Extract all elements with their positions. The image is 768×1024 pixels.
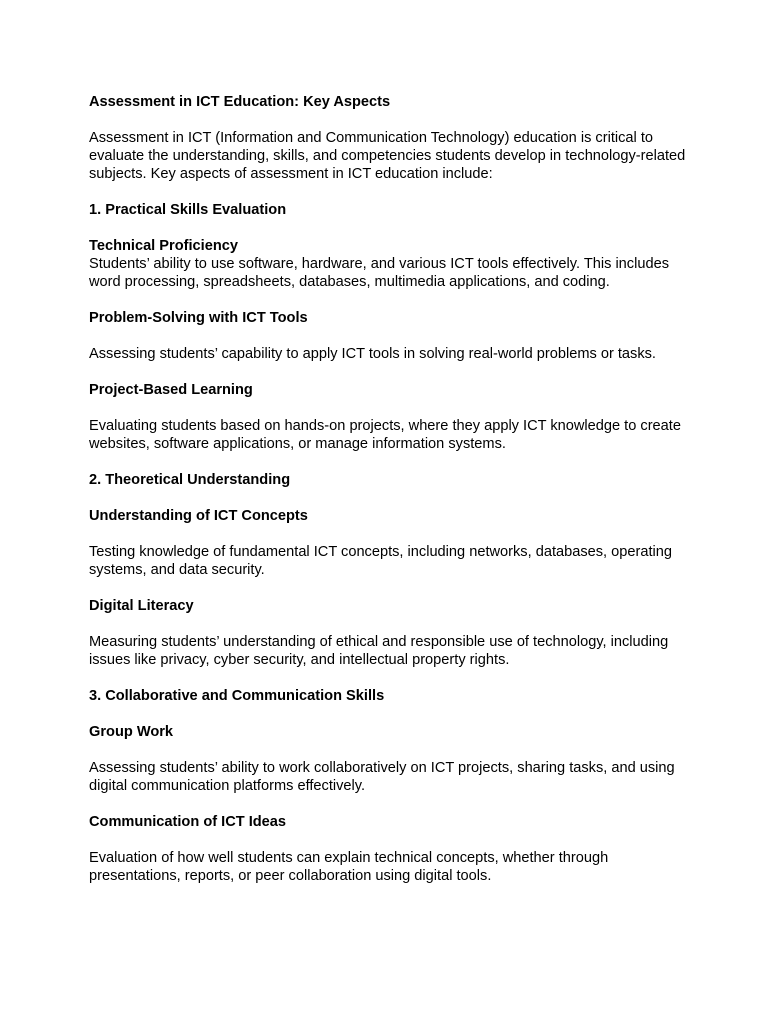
subheading-group-work: Group Work: [89, 724, 174, 740]
subheading-digital-literacy: Digital Literacy: [89, 598, 194, 614]
paragraph-ict-concepts: Testing knowledge of fundamental ICT concepts, including networks, databases, operating systems, and data security.: [89, 544, 673, 578]
paragraph-digital-literacy: Measuring students’ understanding of ethical and responsible use of technology, including issues like privacy, cyber security, and intellectual property rights.: [89, 634, 669, 668]
section-heading-theoretical-understanding: 2. Theoretical Understanding: [89, 472, 291, 488]
subheading-ict-concepts: Understanding of ICT Concepts: [89, 508, 308, 524]
subheading-project-based-learning: Project-Based Learning: [89, 382, 253, 398]
paragraph-group-work: Assessing students’ ability to work collaboratively on ICT projects, sharing tasks, and using digital communication platforms effectively.: [89, 760, 675, 794]
paragraph-communication-ideas: Evaluation of how well students can explain technical concepts, whether through presentations, reports, or peer collaboration using digital tools.: [89, 850, 609, 884]
section-heading-practical-skills: 1. Practical Skills Evaluation: [89, 202, 287, 218]
intro-paragraph: Assessment in ICT (Information and Communication Technology) education is critical to evaluate the understanding, skills, and competencies students develop in technology-related subjects. Key aspects of assessment in ICT education include:: [89, 130, 686, 182]
document-page: [89, 93, 689, 903]
section-heading-collaborative-skills: 3. Collaborative and Communication Skills: [89, 688, 385, 704]
subheading-communication-ideas: Communication of ICT Ideas: [89, 814, 287, 830]
paragraph-technical-proficiency: Students’ ability to use software, hardware, and various ICT tools effectively. This includes word processing, spreadsheets, databases, multimedia applications, and coding.: [89, 256, 669, 290]
subheading-technical-proficiency: Technical Proficiency: [89, 238, 238, 254]
paragraph-project-based-learning: Evaluating students based on hands-on projects, where they apply ICT knowledge to create websites, software applications, or manage information systems.: [89, 418, 681, 452]
subheading-problem-solving: Problem-Solving with ICT Tools: [89, 310, 308, 326]
document-title: Assessment in ICT Education: Key Aspects: [89, 94, 391, 110]
paragraph-problem-solving: Assessing students’ capability to apply ICT tools in solving real-world problems or tasks.: [89, 346, 656, 362]
